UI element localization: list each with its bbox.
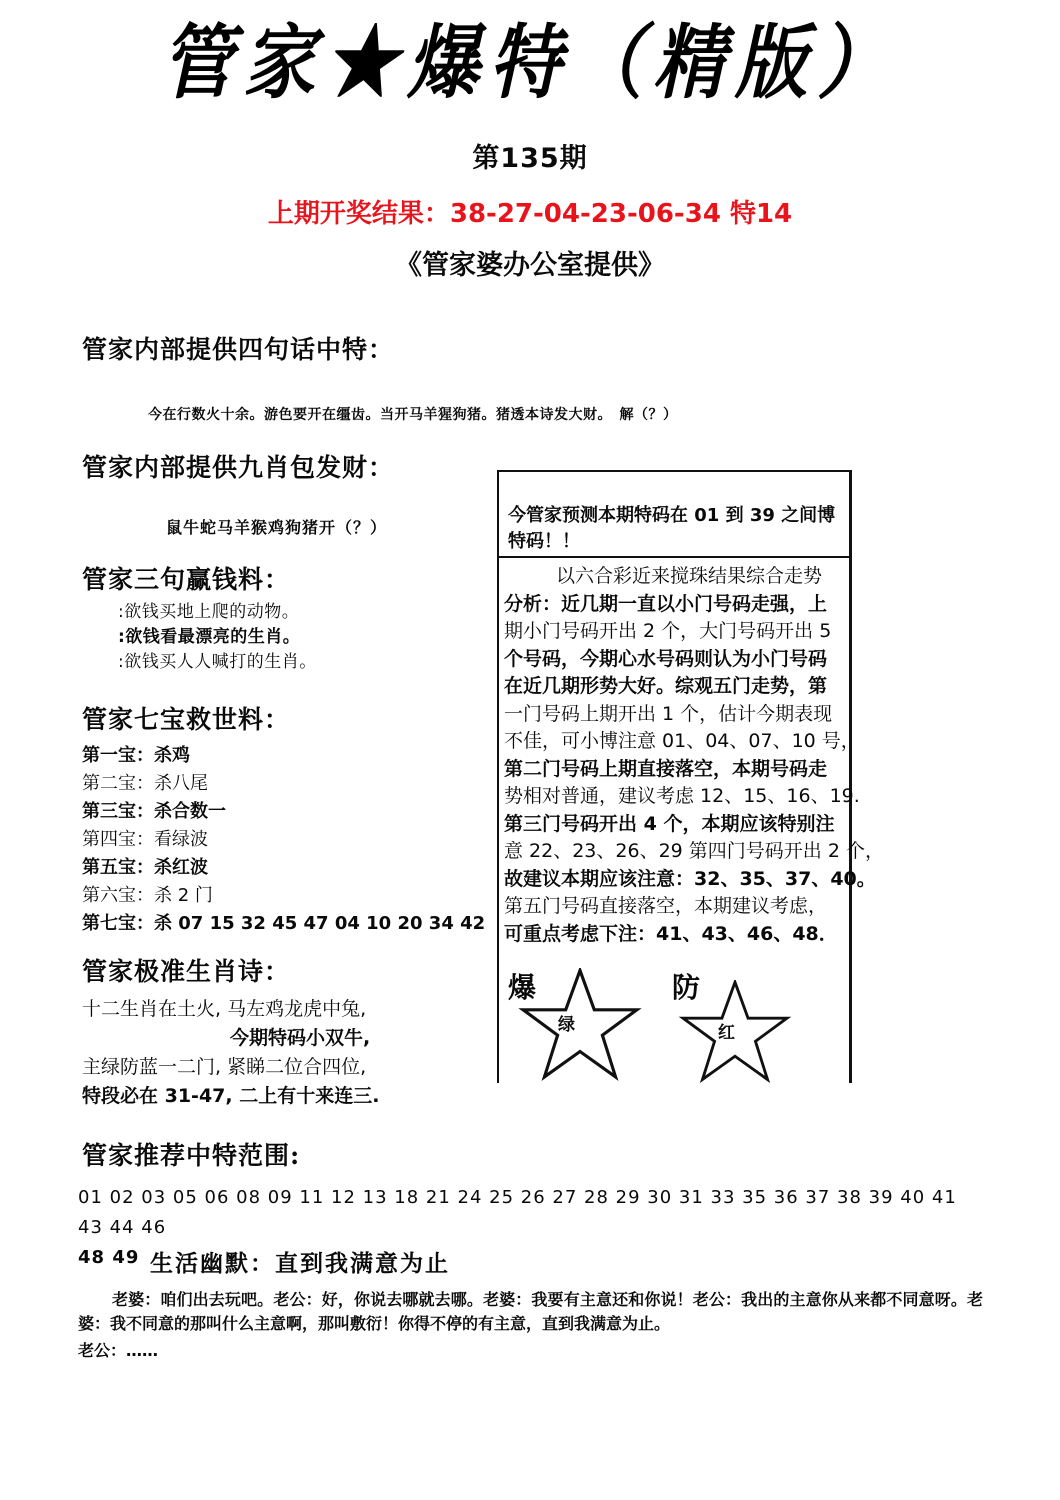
analysis-line: 在近几期形势大好。综观五门走势，第 xyxy=(504,675,828,697)
heading-four-sentence: 管家内部提供四句话中特： xyxy=(82,335,395,364)
analysis-line: 个号码，今期心水号码则认为小门号码 xyxy=(504,647,828,670)
analysis-line: 可重点考虑下注：41、43、46、48． xyxy=(504,922,838,945)
treasure-row xyxy=(82,854,485,882)
heading-three-lines: 管家三句赢钱料： xyxy=(82,565,291,594)
zodiac-poem xyxy=(82,995,379,1111)
treasure-row xyxy=(82,798,485,826)
star-left-inner-label: 绿 xyxy=(558,1015,575,1035)
treasure-row xyxy=(82,882,485,910)
four-sentence-text: 今在行数火十余。游色要开在缰齿。当开马羊猩狗猪。猪透本诗发大财。 解（？） xyxy=(148,407,678,423)
star-graphics xyxy=(500,958,850,1083)
analysis-line: 故建议本期应该注意：32、35、37、40。 xyxy=(504,867,876,890)
star-right-inner-label: 红 xyxy=(718,1023,735,1043)
analysis-divider xyxy=(497,556,849,558)
star-left-label: 爆 xyxy=(508,971,537,1004)
treasure-value: 杀 2 门 xyxy=(154,885,213,906)
three-line-item: :欲钱买地上爬的动物。 xyxy=(118,602,300,622)
humor-last-line: 老公：…… xyxy=(78,1341,159,1360)
poem-line: 主绿防蓝一二门, 紧睇二位合四位, xyxy=(82,1056,367,1078)
treasure-value: 杀鸡 xyxy=(154,745,190,766)
star-right-label: 防 xyxy=(672,971,701,1004)
star-outline-icon xyxy=(500,968,660,1083)
treasure-key: 第一宝： xyxy=(82,745,154,766)
star-outline-icon xyxy=(660,980,810,1085)
analysis-line: 一门号码上期开出 1 个，估计今期表现 xyxy=(504,702,833,725)
treasure-row xyxy=(82,826,485,854)
heading-nine-zodiac: 管家内部提供九肖包发财： xyxy=(82,453,395,482)
three-line-item: :欲钱买人人喊打的生肖。 xyxy=(118,652,317,672)
treasure-key: 第七宝： xyxy=(82,913,154,934)
poem-line: 十二生肖在土火, 马左鸡龙虎中兔, xyxy=(82,998,367,1020)
treasure-key: 第三宝： xyxy=(82,801,154,822)
treasure-row xyxy=(82,770,485,798)
office-credit: 《管家婆办公室提供》 xyxy=(395,250,665,281)
analysis-line: 以六合彩近来搅珠结果综合走势 xyxy=(556,565,823,587)
analysis-line: 第五门号码直接落空，本期建议考虑， xyxy=(504,895,828,917)
treasure-value: 杀八尾 xyxy=(154,773,208,794)
analysis-intro: 今管家预测本期特码在 01 到 39 之间博特码！！ xyxy=(508,505,836,552)
three-line-item: :欲钱看最漂亮的生肖。 xyxy=(118,627,301,647)
treasure-row xyxy=(82,742,485,770)
humor-title: 生活幽默：直到我满意为止 xyxy=(150,1250,450,1277)
treasure-key: 第五宝： xyxy=(82,857,154,878)
three-lines-list xyxy=(118,600,317,675)
heading-seven-treasures: 管家七宝救世料： xyxy=(82,705,291,734)
treasure-value: 杀红波 xyxy=(154,857,208,878)
heading-zodiac-poem: 管家极准生肖诗： xyxy=(82,957,291,986)
nine-zodiac-text: 鼠牛蛇马羊猴鸡狗猪开（？） xyxy=(166,518,388,537)
issue-number: 第135期 xyxy=(472,143,588,174)
treasure-key: 第二宝： xyxy=(82,773,154,794)
seven-treasures-list xyxy=(82,742,485,938)
recommended-numbers-line: 01 02 03 05 06 08 09 11 12 13 18 21 24 25 26 27 28 29 30 31 33 35 36 37 38 39 40 41 43 44 46 xyxy=(78,1187,957,1238)
recommended-numbers-line: 48 49 xyxy=(78,1247,140,1268)
humor-body xyxy=(78,1288,983,1336)
page-title: 管家★爆特（精版） xyxy=(160,14,899,110)
treasure-value: 杀合数一 xyxy=(154,801,226,822)
humor-body-text: 老婆：咱们出去玩吧。老公：好，你说去哪就去哪。老婆：我要有主意还和你说！老公：我出的主意你从来都不同意呀。老婆：我不同意的那叫什么主意啊，那叫敷衍！你得不停的有主意，直到我满意为止。 xyxy=(78,1290,983,1333)
analysis-line: 期小门号码开出 2 个，大门号码开出 5 xyxy=(504,620,832,642)
poem-line: 特段必在 31-47, 二上有十来连三. xyxy=(82,1085,380,1107)
analysis-line: 分析：近几期一直以小门号码走强，上 xyxy=(504,592,828,615)
analysis-line: 意 22、23、26、29 第四门号码开出 2 个， xyxy=(504,840,884,862)
analysis-line: 第二门号码上期直接落空，本期号码走 xyxy=(504,757,828,780)
treasure-value: 看绿波 xyxy=(154,829,208,850)
treasure-key: 第六宝： xyxy=(82,885,154,906)
treasure-row xyxy=(82,910,485,938)
last-draw-result: 上期开奖结果：38-27-04-23-06-34 特14 xyxy=(267,199,793,229)
heading-recommended-range: 管家推荐中特范围: xyxy=(82,1141,301,1170)
treasure-key: 第四宝： xyxy=(82,829,154,850)
poem-line: 今期特码小双牛, xyxy=(230,1027,371,1049)
analysis-line: 第三门号码开出 4 个，本期应该特别注 xyxy=(504,812,835,835)
analysis-body xyxy=(504,563,884,948)
analysis-line: 势相对普通，建议考虑 12、15、16、19. xyxy=(504,785,860,807)
treasure-value: 杀 07 15 32 45 47 04 10 20 34 42 xyxy=(154,913,486,934)
analysis-line: 不佳，可小博注意 01、04、07、10 号， xyxy=(504,730,860,752)
